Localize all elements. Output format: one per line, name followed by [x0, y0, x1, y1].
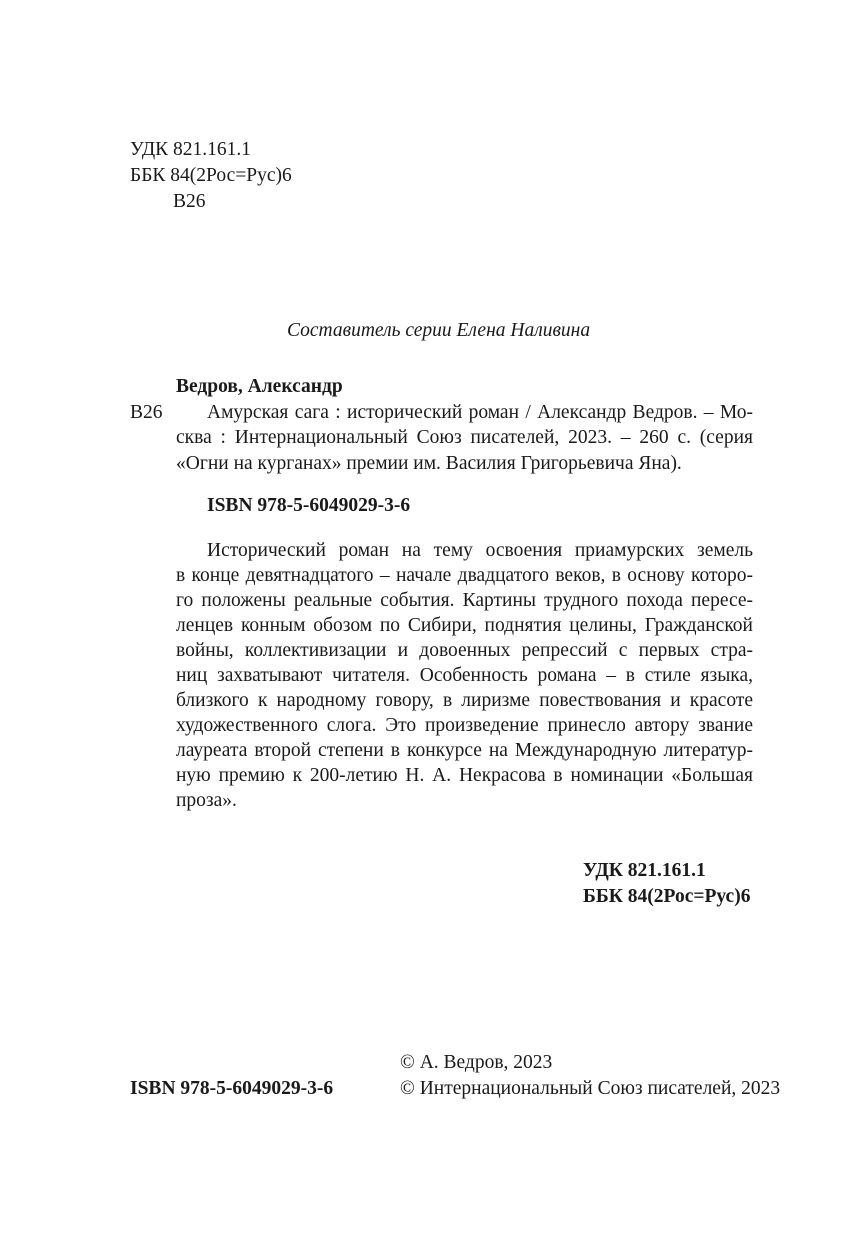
bbk-code-top: ББК 84(2Рос=Рус)6 [130, 165, 292, 186]
author-mark-top: В26 [173, 191, 206, 212]
annotation-line: ниц захватывают читателя. Особенность романа – в стиле языка, [176, 665, 753, 686]
annotation-line: ленцев конным обозом по Сибири, поднятия целины, Гражданской [176, 615, 753, 636]
annotation-line: ную премию к 200-летию Н. А. Некрасова в номинации «Большая [176, 765, 753, 786]
copyright-publisher: © Интернациональный Союз писателей, 2023 [400, 1078, 781, 1099]
description-line: Амурская сага : исторический роман / Александр Ведров. – Мо- [207, 402, 753, 423]
series-compiler: Составитель серии Елена Наливина [287, 320, 591, 341]
annotation-line: лауреата второй степени в конкурсе на Международную литератур- [176, 740, 753, 761]
annotation-line: го положены реальные события. Картины трудного похода пересе- [176, 590, 753, 611]
author-heading: Ведров, Александр [176, 376, 343, 397]
isbn-footer: ISBN 978-5-6049029-3-6 [130, 1078, 334, 1099]
annotation-line: проза». [176, 790, 237, 811]
description-line: сква : Интернациональный Союз писателей, 2023. – 260 с. (серия [176, 427, 753, 448]
description-line: «Огни на курганах» премии им. Василия Григорьевича Яна). [176, 453, 682, 474]
author-mark: В26 [130, 402, 163, 423]
isbn-record: ISBN 978-5-6049029-3-6 [207, 495, 411, 516]
annotation-line: в конце девятнадцатого – начале двадцатого веков, в основу которо- [176, 565, 753, 586]
bbk-code-bottom: ББК 84(2Рос=Рус)6 [583, 886, 751, 907]
copyright-author: © А. Ведров, 2023 [400, 1052, 553, 1073]
udk-code-bottom: УДК 821.161.1 [583, 860, 706, 881]
udk-code-top: УДК 821.161.1 [130, 139, 252, 160]
annotation-line: войны, коллективизации и довоенных репрессий с первых стра- [176, 640, 753, 661]
annotation-line: художественного слога. Это произведение принесло автору звание [176, 715, 753, 736]
annotation-line: близкого к народному говору, в лиризме повествования и красоте [176, 690, 753, 711]
annotation-line: Исторический роман на тему освоения приамурских земель [207, 540, 753, 561]
